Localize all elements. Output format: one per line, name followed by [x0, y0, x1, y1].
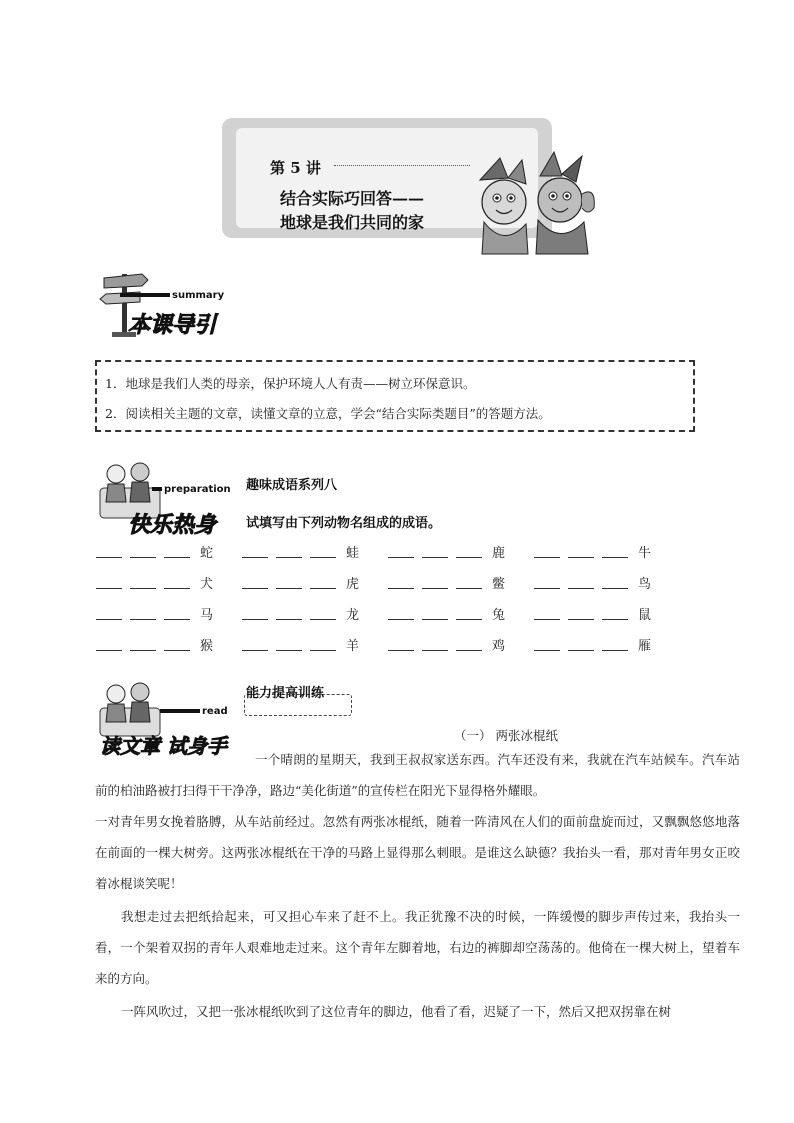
- idiom-animal: 猴: [200, 639, 214, 654]
- read-en-text: read: [202, 706, 228, 717]
- story-paragraph-3: 我想走过去把纸拾起来，可又担心车来了赶不上。我正犹豫不决的时候，一阵缓慢的脚步声传过来，我抬头一看，一个架着双拐的青年人艰难地走过来。这个青年左脚着地，右边的裤脚却空荡荡的。他倚在一棵大树上，望着车来的方向。: [95, 909, 740, 986]
- idiom-animal: 虎: [346, 577, 360, 592]
- idiom-row: [96, 542, 696, 562]
- idiom-row: [96, 635, 696, 655]
- idiom-row: [96, 604, 696, 624]
- idiom-animal: 蛇: [200, 546, 214, 561]
- idiom-animal: 鹿: [492, 546, 506, 561]
- story-paragraph-2: 一对青年男女挽着胳膊，从车站前经过。忽然有两张冰棍纸，随着一阵清风在人们的面前盘旋而过，又飘飘悠悠地落在前面的一棵大树旁。这两张冰棍纸在干净的马路上显得那么刺眼。是谁这么缺德？我抬头一看，那对青年男女正咬着冰棍谈笑呢！: [95, 814, 740, 891]
- summary-en-label: [120, 290, 224, 301]
- idiom-animal: 马: [200, 608, 214, 623]
- idiom-animal: 鸡: [492, 639, 506, 654]
- lesson-title-line1: 结合实际巧回答——: [280, 189, 425, 208]
- training-title: 能力提高训练: [246, 686, 325, 701]
- read-bar: [160, 709, 200, 713]
- idiom-animal: 鸟: [638, 577, 652, 592]
- preparation-title: 趣味成语系列八: [246, 478, 338, 493]
- mascot-illustration: [470, 150, 602, 258]
- idiom-animal: 鳖: [492, 577, 506, 592]
- lesson-title-line2: 地球是我们共同的家: [280, 213, 425, 232]
- idiom-animal: 兔: [492, 608, 506, 623]
- summary-badge: 本课导引: [128, 313, 217, 338]
- lesson-dotted-line: [334, 165, 470, 166]
- idiom-animal: 犬: [200, 577, 214, 592]
- story-paragraph-4: 一阵风吹过，又把一张冰棍纸吹到了这位青年的脚边，他看了看，迟疑了一下，然后又把双拐靠在树: [121, 1004, 672, 1019]
- story-title: （一） 两张冰棍纸: [454, 728, 558, 743]
- lesson-number: 第 5 讲: [270, 159, 321, 177]
- story-paragraph-1: 一个晴朗的星期天，我到王叔叔家送东西。汽车还没有来，我就在汽车站候车。汽车站前的柏油路被打扫得干干净净，路边“美化街道”的宣传栏在阳光下显得格外耀眼。: [95, 752, 740, 798]
- preparation-bar: [152, 487, 162, 491]
- summary-bar: [120, 293, 170, 297]
- preparation-instruction: 试填写由下列动物名组成的成语。: [246, 516, 442, 531]
- read-badge: 读文章 试身手: [100, 734, 227, 758]
- preparation-en-label: [152, 484, 231, 495]
- read-en-label: [160, 706, 228, 717]
- idiom-animal: 雁: [638, 639, 652, 654]
- summary-item-2: 2．阅读相关主题的文章，读懂文章的立意，学会“结合实际类题目”的答题方法。: [105, 406, 551, 421]
- idiom-animal: 龙: [346, 608, 360, 623]
- preparation-badge: 快乐热身: [128, 513, 217, 538]
- summary-item-1: 1．地球是我们人类的母亲，保护环境人人有责——树立环保意识。: [105, 376, 476, 391]
- idiom-animal: 鼠: [638, 608, 652, 623]
- idiom-row: [96, 573, 696, 593]
- idiom-animal: 蛙: [346, 546, 360, 561]
- preparation-en-text: preparation: [164, 484, 231, 495]
- idiom-animal: 羊: [346, 639, 360, 654]
- summary-en-text: summary: [172, 290, 225, 301]
- idiom-animal: 牛: [638, 546, 652, 561]
